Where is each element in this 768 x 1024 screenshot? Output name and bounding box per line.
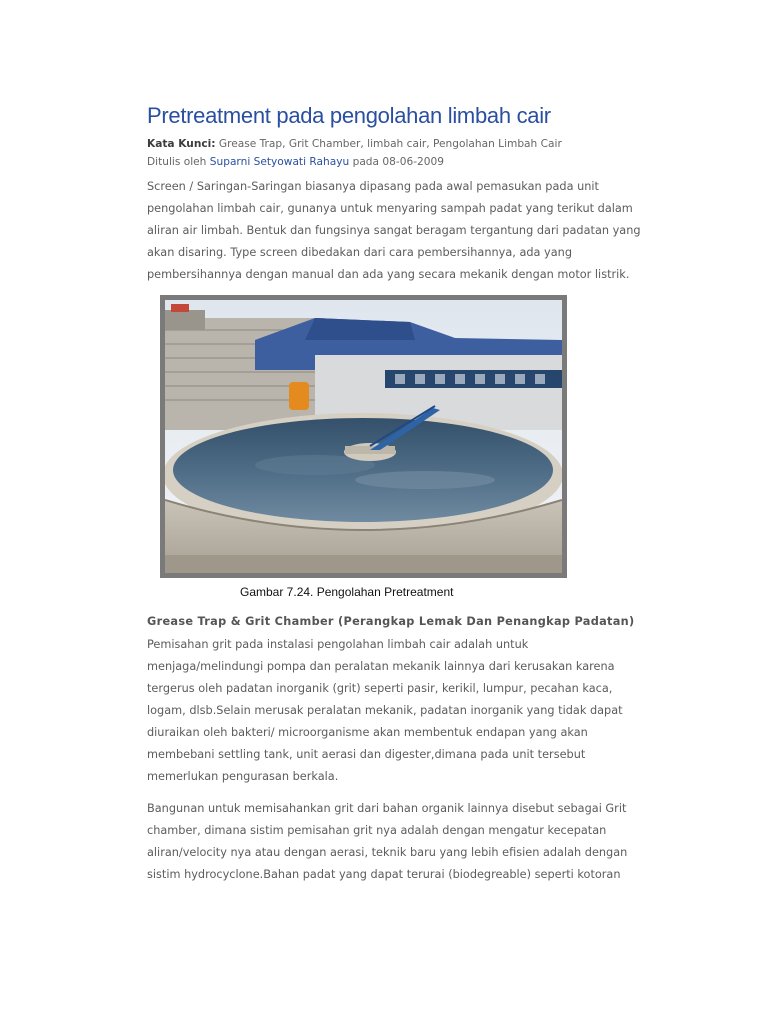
page-title: Pretreatment pada pengolahan limbah cair (147, 103, 551, 128)
keywords-text: Grease Trap, Grit Chamber, limbah cair, Pengolahan Limbah Cair (218, 138, 562, 150)
date-prefix: pada (352, 156, 380, 168)
text-line: menjaga/melindungi pompa dan peralatan mekanik lainnya dari kerusakan karena (147, 660, 615, 673)
text-line: diuraikan oleh bakteri/ microorganisme akan membentuk endapan yang akan (147, 726, 588, 739)
author-link[interactable]: Suparni Setyowati Rahayu (209, 156, 350, 168)
text-line: Bangunan untuk memisahankan grit dari bahan organik lainnya disebut sebagai Grit (147, 802, 627, 815)
section-heading: Grease Trap & Grit Chamber (Perangkap Lemak Dan Penangkap Padatan) (147, 615, 635, 628)
text-line: pengolahan limbah cair, gunanya untuk menyaring sampah padat yang terikut dalam (147, 202, 633, 215)
keywords-label: Kata Kunci: (147, 138, 216, 150)
section-paragraph-2 (147, 798, 647, 886)
text-line: akan disaring. Type screen dibedakan dari cara pembersihannya, ada yang (147, 246, 572, 259)
keywords-line (147, 138, 562, 150)
publish-date: 08-06-2009 (382, 156, 444, 168)
section-paragraph-1 (147, 634, 647, 788)
text-line: logam, dlsb.Selain merusak peralatan mekanik, padatan inorganik yang tidak dapat (147, 704, 623, 717)
byline-prefix: Ditulis oleh (147, 156, 207, 168)
text-line: pembersihannya dengan manual dan ada yang secara mekanik dengan motor listrik. (147, 268, 630, 281)
intro-paragraph (147, 176, 647, 286)
text-line: Pemisahan grit pada instalasi pengolahan limbah cair adalah untuk (147, 638, 529, 651)
text-line: Screen / Saringan-Saringan biasanya dipasang pada awal pemasukan pada unit (147, 180, 599, 193)
text-line: memerlukan pengurasan berkala. (147, 770, 339, 783)
text-line: tergerus oleh padatan inorganik (grit) seperti pasir, kerikil, lumpur, pecahan kaca, (147, 682, 613, 695)
byline (147, 156, 444, 168)
text-line: sistim hydrocyclone.Bahan padat yang dapat terurai (biodegreable) seperti kotoran (147, 868, 621, 881)
figure-caption: Gambar 7.24. Pengolahan Pretreatment (240, 585, 454, 599)
text-line: aliran/velocity nya atau dengan aerasi, teknik baru yang lebih efisien adalah dengan (147, 846, 628, 859)
text-line: chamber, dimana sistim pemisahan grit nya adalah dengan mengatur kecepatan (147, 824, 607, 837)
clarifier-tank-photo (165, 300, 562, 573)
text-line: aliran air limbah. Bentuk dan fungsinya sangat beragam tergantung dari padatan yang (147, 224, 641, 237)
figure-photo-frame (160, 295, 567, 578)
text-line: membebani settling tank, unit aerasi dan digester,dimana pada unit tersebut (147, 748, 586, 761)
